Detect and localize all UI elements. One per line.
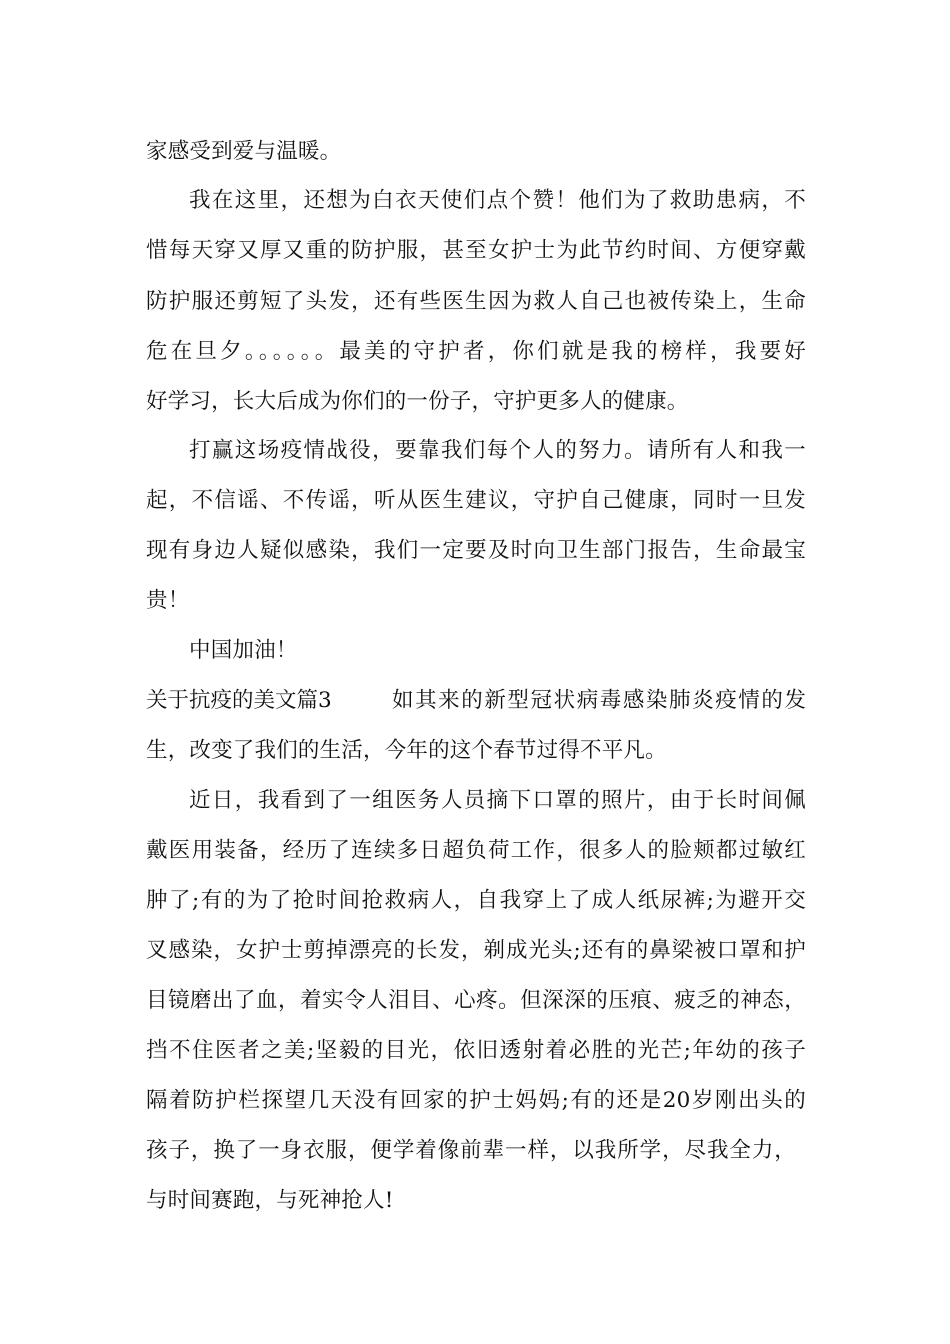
text-line: 孩子，换了一身衣服，便学着像前辈一样，以我所学，尽我全力， [146,1138,796,1163]
text-line: 隔着防护栏探望几天没有回家的护士妈妈;有的还是20岁刚出头的 [146,1088,806,1113]
text-line: 与时间赛跑，与死神抢人! [146,1188,394,1213]
text-line: 我在这里，还想为白衣天使们点个赞！他们为了救助患病，不 [189,188,806,213]
text-line: 近日，我看到了一组医务人员摘下口罩的照片，由于长时间佩 [189,788,806,813]
text-line: 中国加油！ [189,638,298,663]
text-line: 危在旦夕。。。。。。最美的守护者，你们就是我的榜样，我要好 [146,339,806,364]
section-heading-line [146,687,808,715]
text-line: 生，改变了我们的生活，今年的这个春节过得不平凡。 [146,738,667,763]
text-line: 家感受到爱与温暖。 [146,139,342,164]
section-title: 关于抗疫的美文篇3 [146,688,332,713]
text-line: 现有身边人疑似感染，我们一定要及时向卫生部门报告，生命最宝 [146,538,806,563]
text-line: 好学习，长大后成为你们的一份子，守护更多人的健康。 [146,389,689,414]
text-line: 肿了;有的为了抢时间抢救病人，自我穿上了成人纸尿裤;为避开交 [146,888,806,913]
text-line: 目镜磨出了血，着实令人泪目、心疼。但深深的压痕、疲乏的神态， [146,988,806,1013]
text-line: 挡不住医者之美;坚毅的目光，依旧透射着必胜的光芒;年幼的孩子 [146,1038,806,1063]
text-line: 惜每天穿又厚又重的防护服，甚至女护士为此节约时间、方便穿戴 [146,238,806,263]
text-line: 起，不信谣、不传谣，听从医生建议，守护自己健康，同时一旦发 [146,488,806,513]
text-line: 贵！ [146,588,190,613]
text-line: 戴医用装备，经历了连续多日超负荷工作，很多人的脸颊都过敏红 [146,838,806,863]
text-line: 叉感染，女护士剪掉漂亮的长发，剃成光头;还有的鼻梁被口罩和护 [146,938,806,963]
text-line: 打赢这场疫情战役，要靠我们每个人的努力。请所有人和我一 [189,438,806,463]
text-fragment: 如其来的新型冠状病毒感染肺炎疫情的发 [392,688,806,713]
text-line: 防护服还剪短了头发，还有些医生因为救人自己也被传染上，生命 [146,289,806,314]
